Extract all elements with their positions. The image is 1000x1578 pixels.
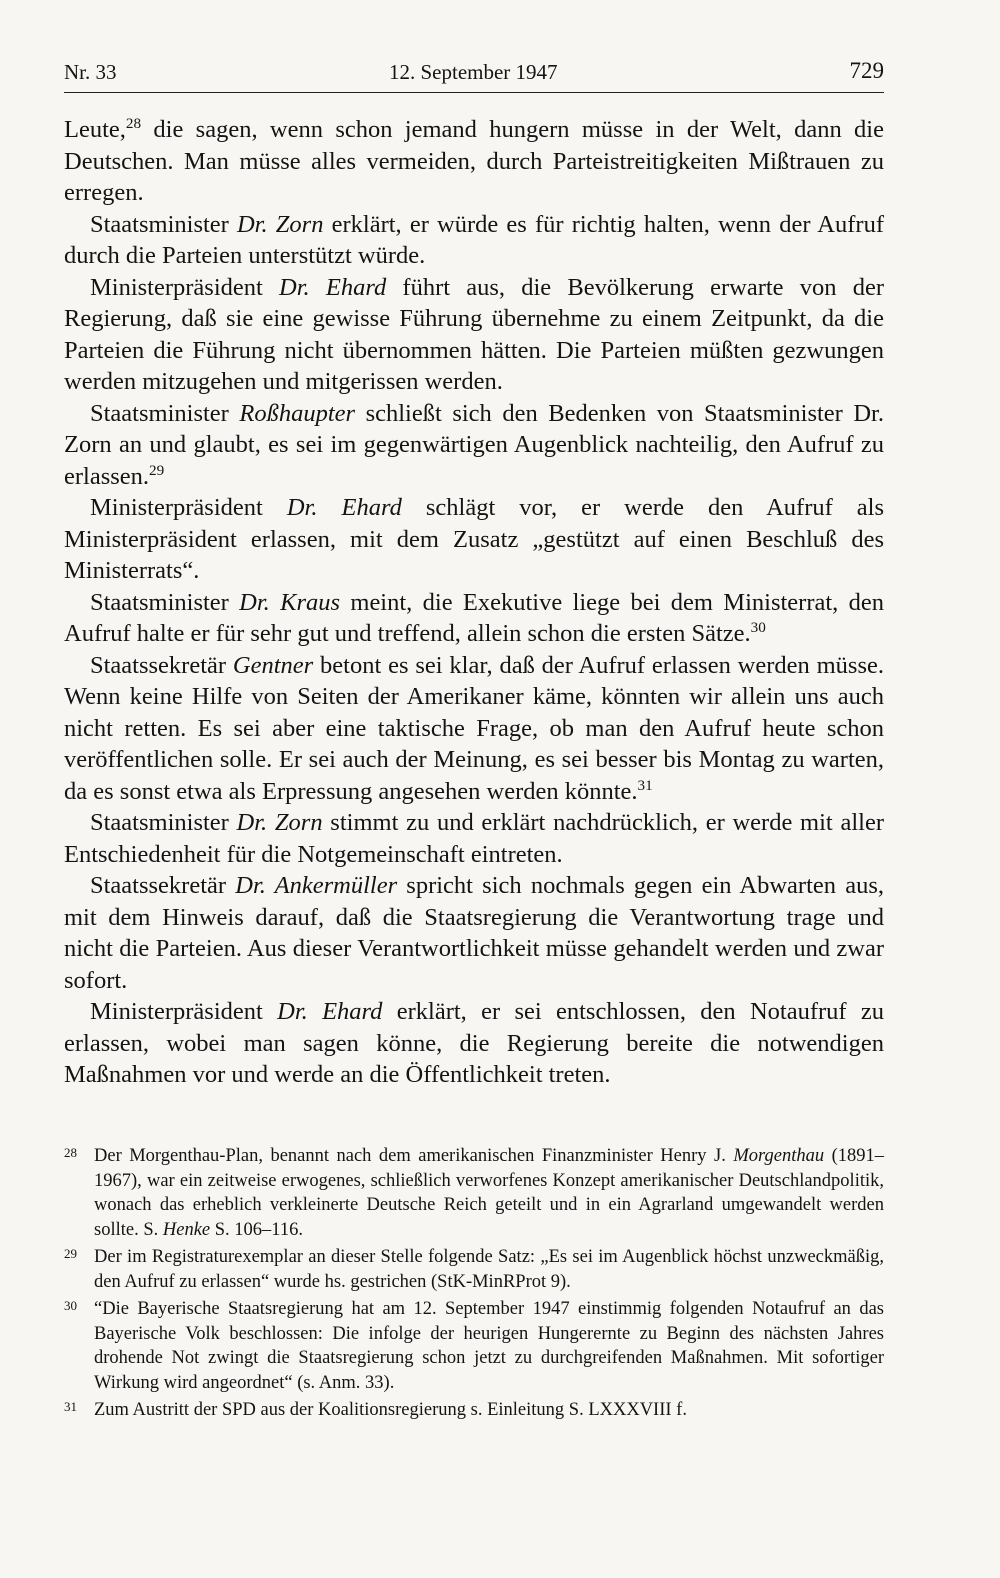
text-run: spricht sich nochmals gegen ein Abwarten aus, mit dem Hinweis darauf, daß die Staatsregierung die Verantwortung trage und nicht die Parteien. Aus dieser Verantwortlichkeit müsse gehandelt werden und zwar sofort. xyxy=(64,872,884,994)
footnote xyxy=(64,1398,884,1423)
paragraph xyxy=(64,870,884,996)
paragraph xyxy=(64,209,884,272)
text-run: Staatsminister xyxy=(90,809,237,836)
paragraph xyxy=(64,650,884,808)
text-run: Der Morgenthau-Plan, benannt nach dem amerikanischen Finanzminister Henry J. xyxy=(94,1146,734,1166)
text-run: betont es sei klar, daß der Aufruf erlassen werden müsse. Wenn keine Hilfe von Seiten der Amerikaner käme, könnten wir allein uns auch nicht retten. Es sei aber eine taktische Frage, ob man den Aufruf heute schon veröffentlichen solle. Er sei auch der Meinung, es sei besser bis Montag zu warten, da es sonst etwa als Erpressung angesehen werden könnte. xyxy=(64,651,884,805)
text-run: “Die Bayerische Staatsregierung hat am 12. September 1947 einstimmig folgenden Notaufruf an das Bayerische Volk beschlossen: Die infolge der heurigen Hungerernte zu Beginn des nächsten Jahres drohende Not zwingt die Staatsregierung schon jetzt zu durchgreifenden Maßnahmen. Mit sofortiger Wirkung wird angeordnet“ (s. Anm. 33). xyxy=(94,1299,884,1393)
text-run: erklärt, er sei entschlossen, den Notaufruf zu erlassen, wobei man sagen könne, die Regierung bereite die notwendigen Maßnahmen vor und werde an die Öffentlichkeit treten. xyxy=(64,998,884,1088)
page-header xyxy=(64,58,884,93)
text-run: Leute, xyxy=(64,116,126,143)
text-run: erklärt, er würde es für richtig halten, wenn der Aufruf durch die Parteien unterstützt würde. xyxy=(64,210,884,269)
paragraph xyxy=(64,587,884,650)
speaker-name: Gentner xyxy=(232,651,314,679)
footnotes xyxy=(64,1144,884,1426)
text-run: die sagen, wenn schon jemand hungern müsse in der Welt, dann die Deutschen. Man müsse alles vermeiden, durch Parteistreitigkeiten Mißtrauen zu erregen. xyxy=(64,116,884,206)
page-number: 729 xyxy=(849,58,884,83)
text-run: Staatsminister xyxy=(90,210,237,238)
speaker-name: Dr. Zorn xyxy=(236,210,324,238)
paragraph xyxy=(64,807,884,870)
paragraph xyxy=(64,114,884,209)
text-run: S. 106–116. xyxy=(210,1219,303,1240)
footnote-ref[interactable]: 31 xyxy=(637,776,653,794)
footnote xyxy=(64,1144,884,1242)
speaker-name: Dr. Ankermüller xyxy=(235,872,398,899)
text-run: führt aus, die Bevölkerung erwarte von der Regierung, daß sie eine gewisse Führung übernehme zu einem Zeitpunkt, da die Parteien die Führung nicht übernommen hätten. Die Parteien müßten gezwungen werden mitzugehen und mitgerissen werden. xyxy=(64,273,884,395)
footnote-number: 30 xyxy=(64,1298,77,1313)
speaker-name: Roßhaupter xyxy=(239,399,356,427)
text-run: Ministerpräsident xyxy=(90,998,278,1025)
text-run: Der im Registraturexemplar an dieser Stelle folgende Satz: „Es sei im Augenblick höchst unzweckmäßig, den Aufruf zu erlassen“ wurde hs. gestrichen (StK-MinRProt 9). xyxy=(94,1247,884,1292)
text-run: Ministerpräsident xyxy=(90,273,280,301)
speaker-name: Dr. Zorn xyxy=(236,809,323,836)
text-run: Staatssekretär xyxy=(90,872,236,899)
text-run: Staatssekretär xyxy=(90,651,233,679)
text-run: Zum Austritt der SPD aus der Koalitionsregierung s. Einleitung S. LXXXVIII f. xyxy=(94,1400,687,1420)
text-run: meint, die Exekutive liege bei dem Ministerrat, den Aufruf halte er für sehr gut und treffend, allein schon die ersten Sätze. xyxy=(64,588,884,647)
text-run: Staatsminister xyxy=(90,399,240,427)
speaker-name: Morgenthau xyxy=(733,1146,825,1166)
text-run: Ministerpräsident xyxy=(90,494,287,521)
speaker-name: Dr. Ehard xyxy=(279,273,387,301)
speaker-name: Dr. Ehard xyxy=(286,494,402,521)
text-run: stimmt zu und erklärt nachdrücklich, er werde mit aller Entschiedenheit für die Notgemeinschaft eintreten. xyxy=(64,809,884,868)
footnote-number: 29 xyxy=(64,1246,77,1261)
text-run: schlägt vor, er werde den Aufruf als Ministerpräsident erlassen, mit dem Zusatz „gestützt auf einen Beschluß des Ministerrats“. xyxy=(64,494,884,584)
text-run: (1891–1967), war ein zeitweise erwogenes, schließlich verworfenes Konzept amerikanischer Deutschlandpolitik, wonach das erheblich verkleinerte Deutsche Reich geteilt und in ein Agrarland umgewandelt werden sollte. S. xyxy=(94,1146,884,1240)
text-run: Staatsminister xyxy=(90,588,240,616)
footnote-ref[interactable]: 30 xyxy=(750,618,766,636)
paragraph xyxy=(64,996,884,1091)
text-run: schließt sich den Bedenken von Staatsminister Dr. Zorn an und glaubt, es sei im gegenwärtigen Augenblick nachteilig, den Aufruf zu erlassen. xyxy=(64,399,884,490)
footnote xyxy=(64,1297,884,1395)
footnote-number: 28 xyxy=(64,1145,77,1160)
body-text xyxy=(64,114,884,1091)
paragraph xyxy=(64,492,884,587)
footnote xyxy=(64,1245,884,1294)
speaker-name: Dr. Ehard xyxy=(277,998,383,1025)
footnote-number: 31 xyxy=(64,1399,77,1414)
speaker-name: Dr. Kraus xyxy=(239,588,341,616)
document-date: 12. September 1947 xyxy=(389,60,558,84)
paragraph xyxy=(64,398,884,493)
footnote-ref[interactable]: 28 xyxy=(125,114,142,132)
footnote-ref[interactable]: 29 xyxy=(149,461,165,479)
document-number: Nr. 33 xyxy=(64,60,117,84)
speaker-name: Henke xyxy=(162,1219,211,1240)
paragraph xyxy=(64,272,884,398)
